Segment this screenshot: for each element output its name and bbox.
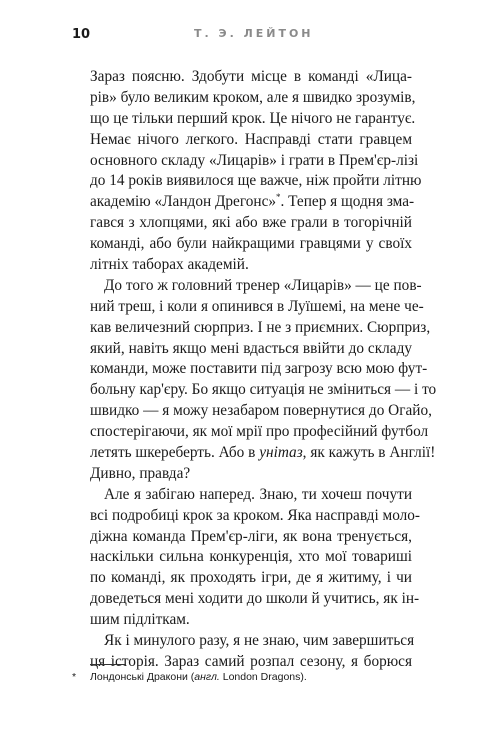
text-line: Зараз поясню. Здобути місце в команді «Лица- <box>90 68 412 85</box>
text-line: що це тільки перший крок. Це нічого не гарантує. <box>90 109 416 127</box>
text-line: Дивно, правда? <box>90 464 191 482</box>
text-line: діжна команда Прем'єр-ліги, як вона тренується, <box>90 527 412 545</box>
page-header <box>72 27 412 43</box>
text-segment: . Тепер я щодня зма- <box>280 193 415 211</box>
text-line: літніх таборах академій. <box>90 256 249 274</box>
text-line: гався з хлопцями, які або вже грали в тогорічній <box>90 214 412 232</box>
text-segment: летять шкереберть. Або в <box>90 444 260 462</box>
text-line: всі подробиці крок за кроком. Яка насправді моло- <box>90 506 421 524</box>
text-segment: , як кажуть в Англії! <box>302 444 436 462</box>
text-line: по команді, як проходять ігри, де я житиму, і чи <box>90 569 412 587</box>
footnote-text: London Dragons). <box>219 671 307 683</box>
footnote-text: Лондонські Дракони ( <box>90 671 195 683</box>
text-line: ця історія. Зараз самий розпал сезону, я борюся <box>90 652 412 670</box>
text-segment: академію «Ландон Дрегонс» <box>90 193 277 211</box>
body-text <box>90 67 437 673</box>
text-line: рів» було великим кроком, але я швидко зрозумів, <box>90 88 416 106</box>
text-line: Як і минулого разу, я не знаю, чим завершиться <box>104 632 415 650</box>
footnote-marker: * <box>72 671 77 683</box>
footnote-lang-abbr: англ. <box>194 671 220 683</box>
text-line: Але я забігаю наперед. Знаю, ти хочеш почути <box>104 485 412 503</box>
text-line <box>90 192 415 213</box>
text-line: команди, може поставити під загрозу всю мою фут- <box>90 360 428 378</box>
text-line: кав величезний сюрприз. І не з приємних. Сюрприз, <box>90 318 431 336</box>
text-line: спостерігаючи, як мої мрії про професійний футбол <box>90 423 429 441</box>
footnote-reference: * <box>276 192 281 203</box>
text-line <box>90 443 436 464</box>
text-line: доведеться мені ходити до школи й учитись, як ін- <box>90 590 420 608</box>
text-line: команді, або були найкращими гравцями у своїх <box>90 235 412 253</box>
text-line: швидко — я можу незабаром повернутися до Огайо, <box>90 402 432 420</box>
text-line: Немає нічого легкого. Насправді стати гравцем <box>90 130 412 148</box>
page-number: 10 <box>72 27 91 42</box>
footnote-divider <box>90 664 126 665</box>
text-line: до 14 років виявилося ще важче, ніж пройти літню <box>90 172 422 190</box>
text-line: До того ж головний тренер «Лицарів» — це пов- <box>104 276 422 294</box>
text-line: шим підліткам. <box>90 611 190 629</box>
text-line: ний треш, і коли я опинився в Луїшемі, на мене че- <box>90 297 424 315</box>
italic-word: унітаз <box>259 444 303 462</box>
footnote <box>72 671 412 683</box>
running-head: Т. Э. ЛЕЙТОН <box>194 27 314 40</box>
text-line: больну кар'єру. Бо якщо ситуація не зміниться — і то <box>90 381 437 399</box>
text-line: основного складу «Лицарів» і грати в Прем'єр-лізі <box>90 151 419 169</box>
text-line: наскільки сильна конкуренція, хто мої товариші <box>90 548 412 566</box>
text-line: який, навіть якщо мені вдасться ввійти до складу <box>90 339 412 357</box>
